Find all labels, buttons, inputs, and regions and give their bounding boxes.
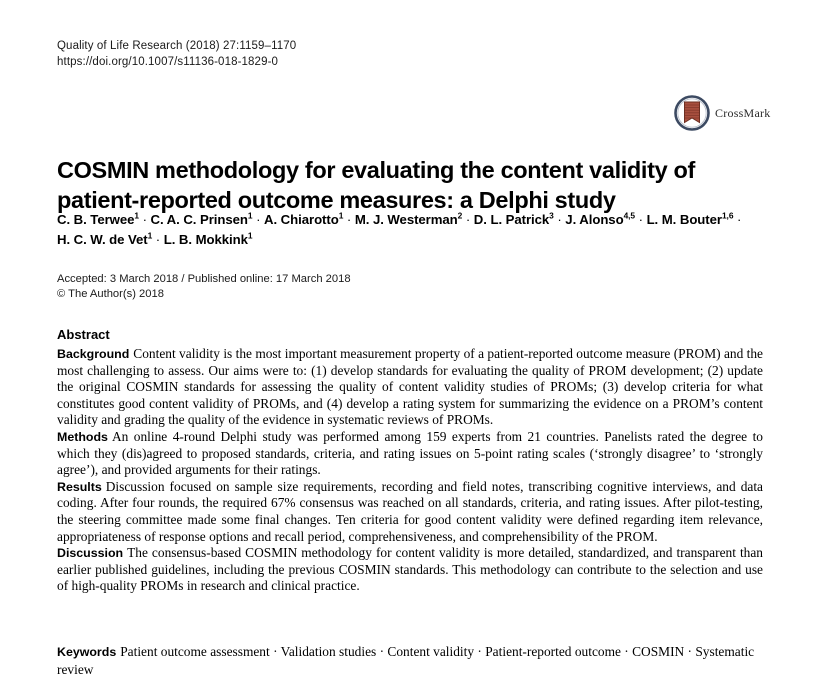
author-name: H. C. W. de Vet — [57, 232, 148, 247]
abstract-heading: Abstract — [57, 327, 110, 342]
journal-header — [57, 38, 296, 70]
author-affiliation-marker: 1 — [247, 230, 253, 241]
abstract-paragraph — [57, 479, 763, 545]
author-separator: · — [138, 212, 151, 227]
keyword-term[interactable]: Content validity — [387, 644, 475, 659]
author-name: L. B. Mokkink — [163, 232, 248, 247]
journal-doi[interactable]: https://doi.org/10.1007/s11136-018-1829-0 — [57, 56, 279, 68]
author-affiliation-marker: 1 — [247, 210, 253, 221]
keyword-separator: · — [474, 644, 486, 659]
author-affiliation-marker: 2 — [457, 210, 463, 221]
keywords-section — [57, 643, 763, 678]
author-separator: · — [733, 212, 742, 227]
author-separator: · — [252, 212, 265, 227]
author-line-2 — [57, 230, 757, 250]
author-affiliation-marker: 1 — [338, 210, 344, 221]
keyword-separator: · — [269, 644, 281, 659]
copyright-line: © The Author(s) 2018 — [57, 287, 164, 300]
abstract-section-text: Discussion focused on sample size requirements, recording and field notes, transcribing cognitive interviews, and data coding. After four rounds, the required 67% consensus was reached on all standards, criteria, and rating issues. After pilot-testing, the steering committee made some final changes. Ten criteria for good content validity were defined regarding item relevance, appropriateness of response options and recall period, comprehensiveness, and comprehensibility of the PROM. — [57, 478, 763, 544]
keyword-separator: · — [684, 644, 696, 659]
author-separator: · — [635, 212, 647, 227]
author-name: D. L. Patrick — [473, 212, 550, 227]
keyword-separator: · — [620, 644, 633, 659]
keyword-term[interactable]: Validation studies — [280, 644, 377, 659]
abstract-paragraph — [57, 429, 763, 479]
keyword-term[interactable]: Patient-reported outcome — [485, 644, 621, 659]
abstract-section-text: Content validity is the most important measurement property of a patient-reported outcome measure (PROM) and the most challenging to assess. Our aims were to: (1) develop standards for evaluating the quality of PROM development; (2) update the original COSMIN standards for assessing the quality of content validity studies of PROMs; (3) develop criteria for what constitutes good content validity of PROMs, and (4) develop a rating system for summarizing the evidence on a PROM’s content validity and grading the quality of the evidence in systematic reviews of PROMs. — [57, 346, 763, 428]
author-line-1 — [57, 210, 757, 230]
author-list — [57, 210, 757, 250]
author-affiliation-marker: 1,6 — [721, 210, 734, 221]
keywords-terms — [57, 644, 754, 677]
abstract-section-text: An online 4-round Delphi study was performed among 159 experts from 21 countries. Panelists rated the degree to which they (dis)agreed to proposed standards, criteria, and rating issues on 5-point rating scales (‘strongly disagree’ to ‘strongly agree’), and provided arguments for their ratings. — [57, 428, 763, 478]
author-affiliation-marker: 4,5 — [623, 210, 636, 221]
abstract-paragraph — [57, 545, 763, 595]
author-affiliation-marker: 1 — [147, 230, 153, 241]
keyword-term[interactable]: Patient outcome assessment — [120, 644, 270, 659]
abstract-body — [57, 346, 763, 595]
journal-citation: Quality of Life Research (2018) 27:1159–1170 — [57, 40, 297, 52]
abstract-section-label: Methods — [57, 429, 108, 444]
author-separator: · — [152, 232, 164, 247]
author-name: A. Chiarotto — [264, 212, 339, 227]
abstract-section-label: Results — [57, 479, 102, 494]
crossmark-icon — [674, 95, 710, 131]
abstract-section-text: The consensus-based COSMIN methodology for content validity is more detailed, standardized, and transparent than earlier published guidelines, including the previous COSMIN standards. This methodology can contribute to the selection and use of high-quality PROMs in research and clinical practice. — [57, 545, 763, 594]
page-title: COSMIN methodology for evaluating the content validity of patient-reported outcome measures: a Delphi study — [57, 156, 695, 213]
author-name: C. A. C. Prinsen — [150, 212, 248, 227]
abstract-section-label: Background — [57, 347, 130, 361]
accepted-published-line: Accepted: 3 March 2018 / Published online: 17 March 2018 — [57, 273, 351, 285]
author-affiliation-marker: 3 — [549, 210, 554, 221]
author-name: M. J. Westerman — [354, 212, 458, 227]
publication-dates — [57, 272, 351, 301]
keyword-term[interactable]: Systematic review — [57, 644, 755, 677]
abstract-section — [57, 326, 763, 595]
crossmark-badge[interactable] — [674, 95, 771, 131]
author-separator: · — [553, 212, 566, 227]
author-separator: · — [343, 212, 355, 227]
keywords-label: Keywords — [57, 645, 117, 659]
crossmark-label: CrossMark — [715, 105, 771, 120]
author-affiliation-marker: 1 — [134, 210, 139, 221]
author-name: L. M. Bouter — [646, 212, 722, 227]
abstract-section-label: Discussion — [57, 546, 124, 561]
keyword-term[interactable]: COSMIN — [632, 644, 685, 659]
author-name: C. B. Terwee — [57, 212, 135, 227]
author-name: J. Alonso — [565, 212, 624, 227]
abstract-paragraph — [57, 346, 763, 429]
author-separator: · — [462, 212, 474, 227]
keyword-separator: · — [376, 644, 388, 659]
